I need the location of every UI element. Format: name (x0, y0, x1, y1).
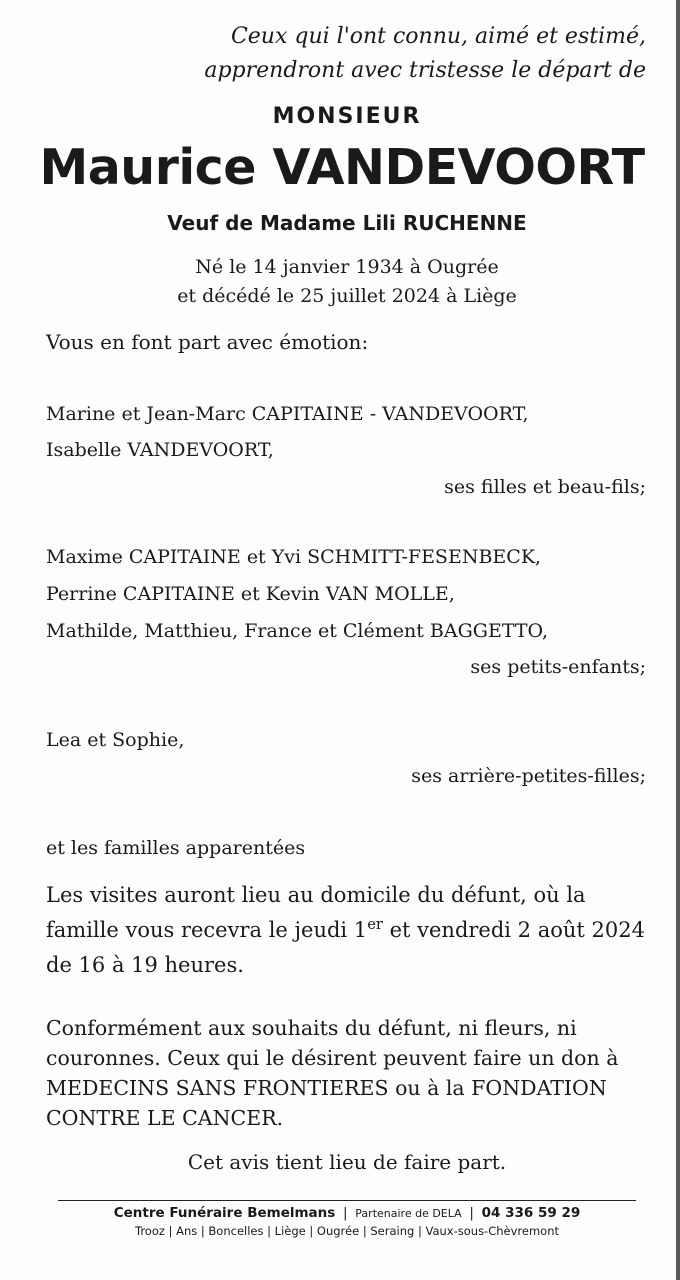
family-line: Mathilde, Matthieu, France et Clément BAGGETTO, (46, 620, 549, 642)
visits-text-1: Les visites auront lieu au domicile du défunt, où la famille vous recevra le jeudi 1 (46, 883, 586, 942)
wishes-paragraph: Conformément aux souhaits du défunt, ni fleurs, ni couronnes. Ceux qui le désirent peuvent faire un don à MEDECINS SANS FRONTIERES ou à la FONDATION CONTRE LE CANCER. (46, 1016, 619, 1130)
footer-divider (58, 1200, 636, 1201)
intro-line-1: Ceux qui l'ont connu, aimé et estimé, (230, 24, 646, 49)
birth-death-dates (0, 253, 680, 311)
visits-superscript: er (367, 916, 383, 933)
phone-number: 04 336 59 29 (481, 1205, 581, 1221)
relation-grandchildren: ses petits-enfants; (470, 656, 646, 678)
visits-paragraph (46, 878, 646, 983)
announcement: Vous en font part avec émotion: (46, 330, 369, 354)
family-line: Maxime CAPITAINE et Yvi SCHMITT-FESENBECK, (46, 546, 542, 568)
funeral-home-name: Centre Funéraire Bemelmans (113, 1205, 336, 1221)
family-line: Isabelle VANDEVOORT, (46, 439, 274, 461)
family-line: Marine et Jean-Marc CAPITAINE - VANDEVOORT, (46, 403, 529, 425)
relation-great-grandchildren: ses arrière-petites-filles; (411, 765, 646, 787)
other-families: et les familles apparentées (46, 837, 306, 859)
intro-line-2: apprendront avec tristesse le départ de (204, 58, 646, 83)
footer-separator: | (343, 1205, 348, 1221)
funeral-home-line (0, 1205, 680, 1221)
closing-line: Cet avis tient lieu de faire part. (187, 1150, 507, 1174)
family-line: Lea et Sophie, (46, 729, 185, 751)
visits-text-2: et vendredi 2 août 2024 de 16 à 19 heures. (46, 918, 645, 977)
deceased-name: Maurice VANDEVOORT (39, 139, 645, 196)
widow-of: Veuf de Madame Lili RUCHENNE (167, 211, 527, 235)
relation-daughters: ses filles et beau-fils; (444, 476, 646, 498)
intro-text (204, 20, 646, 88)
death-line: et décédé le 25 juillet 2024 à Liège (177, 285, 517, 307)
honorific: MONSIEUR (272, 104, 422, 129)
birth-line: Né le 14 janvier 1934 à Ougrée (195, 256, 499, 278)
footer-separator: | (469, 1205, 474, 1221)
page-edge (676, 0, 680, 1280)
family-line: Perrine CAPITAINE et Kevin VAN MOLLE, (46, 583, 455, 605)
funeral-home-locations: Trooz | Ans | Boncelles | Liège | Ougrée | Seraing | Vaux-sous-Chèvremont (134, 1224, 559, 1238)
partner-text: Partenaire de DELA (355, 1207, 462, 1220)
